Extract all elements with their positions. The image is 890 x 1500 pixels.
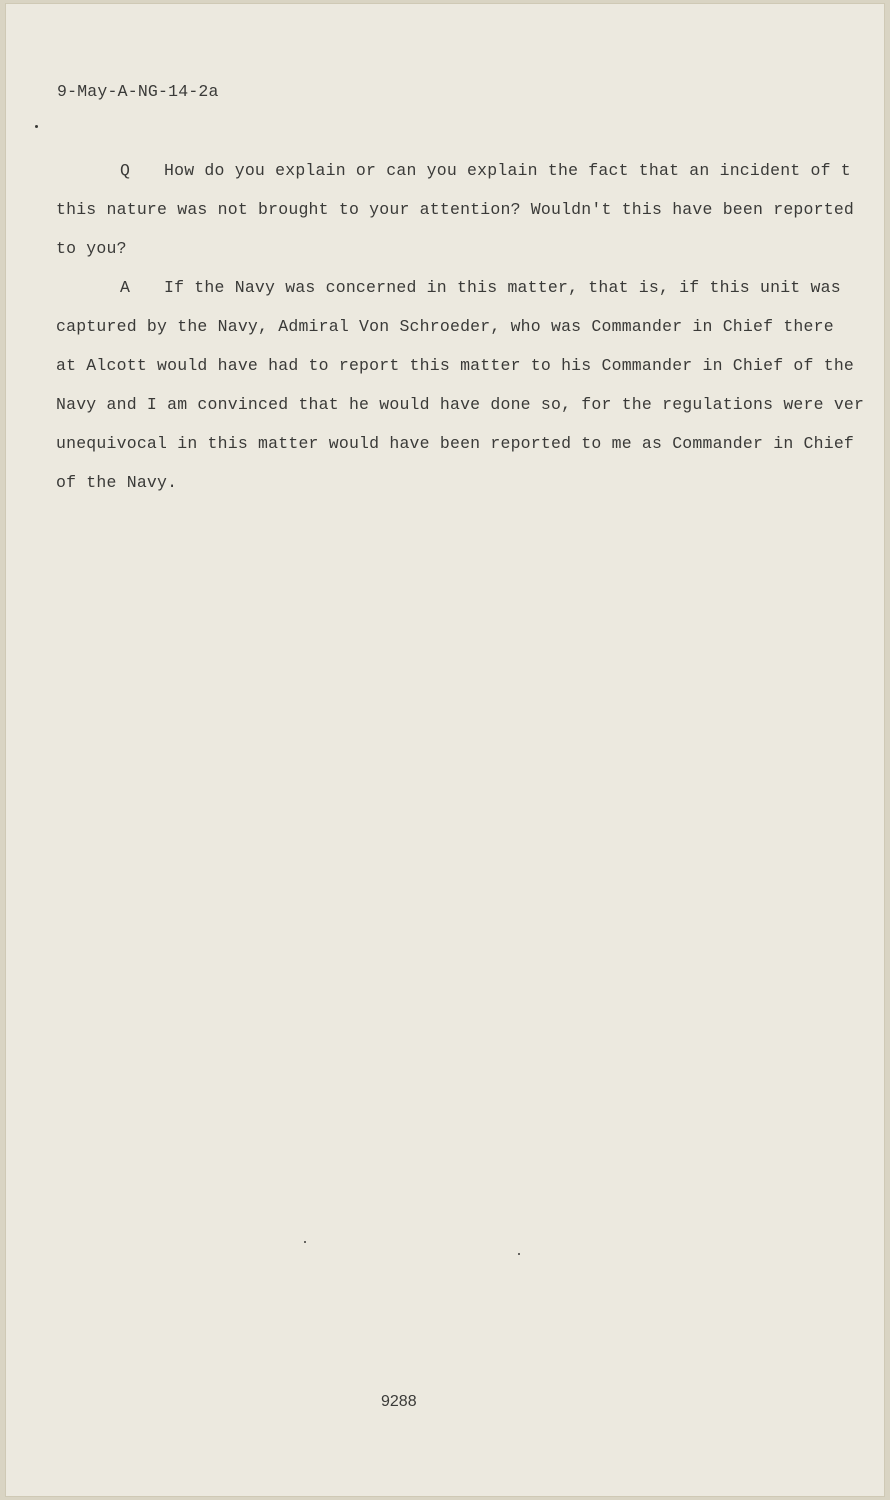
page-speck (304, 1241, 306, 1243)
question-line-2: this nature was not brought to your attention? Wouldn't this have been reported (56, 200, 855, 219)
document-id: 9-May-A-NG-14-2a (57, 82, 219, 101)
question-marker: Q (120, 161, 131, 180)
page-speck (35, 125, 38, 128)
question-line-3: to you? (56, 239, 127, 258)
answer-text-line: If the Navy was concerned in this matter, that is, if this unit was (164, 278, 841, 297)
answer-line-3: at Alcott would have had to report this matter to his Commander in Chief of the (56, 356, 855, 375)
answer-line-5: unequivocal in this matter would have been reported to me as Commander in Chief (56, 434, 855, 453)
answer-line-1 (120, 278, 841, 297)
page-number: 9288 (381, 1393, 417, 1410)
answer-line-4: Navy and I am convinced that he would have done so, for the regulations were ver (56, 395, 865, 414)
question-line-1 (120, 161, 851, 180)
answer-line-2: captured by the Navy, Admiral Von Schroeder, who was Commander in Chief there (56, 317, 834, 336)
page-speck (518, 1253, 520, 1255)
answer-line-6: of the Navy. (56, 473, 178, 492)
answer-marker: A (120, 278, 131, 297)
question-text-line: How do you explain or can you explain the fact that an incident of t (164, 161, 851, 180)
document-page (5, 3, 885, 1497)
